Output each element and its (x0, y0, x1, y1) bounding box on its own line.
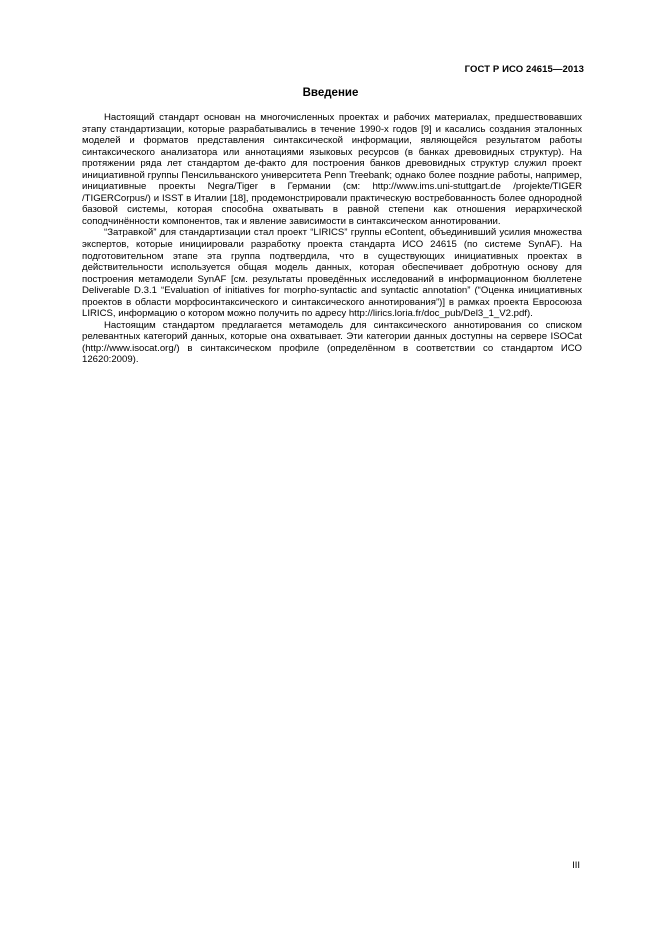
paragraph-1: Настоящий стандарт основан на многочисленных проектах и рабочих материалах, предшествовавших этапу стандартизации, которые разрабатывались в течение 1990-х годов [9] и касались создания эталонных моделей и форматов представления синтаксической информации, являющейся результатом работы синтаксического анализатора или аннотациями языковых ресурсов (в банках древовидных структур). На протяжении ряда лет стандартом де-факто для построения банков древовидных структур служил проект инициативной группы Пенсильванского университета Penn Treebank; однако более поздние работы, например, инициативные проекты Negra/Tiger в Германии (см: http://www.ims.uni-stuttgart.de /projekte/TIGER /TIGERCorpus/) и ISST в Италии [18], продемонстрировали практическую востребованность более однородной базовой системы, которая способна охватывать в равной степени как отношения иерархической соподчинённости компонентов, так и явление зависимости в синтаксическом аннотировании. (82, 112, 582, 227)
standard-code-header: ГОСТ Р ИСО 24615—2013 (464, 64, 584, 75)
introduction-body (82, 112, 582, 366)
section-title: Введение (302, 87, 359, 99)
page-number: III (572, 860, 580, 871)
paragraph-3: Настоящим стандартом предлагается метамодель для синтаксического аннотирования со списком релевантных категорий данных, которые она охватывает. Эти категории данных доступны на сервере ISOCat (http://www.isocat.org/) в синтаксическом профиле (определённом в соответствии со стандартом ИСО 12620:2009). (82, 319, 582, 366)
paragraph-2: “Затравкой” для стандартизации стал проект “LIRICS” группы eContent, объединивший усилия множества экспертов, которые инициировали разработку проекта стандарта ИСО 24615 (по системе SynAF). На подготовительном этапе эта группа подтвердила, что в существующих инициативных проектах в действительности используется общая модель данных, которая обеспечивает добротную основу для построения метамодели SynAF [см. результаты проведённых исследований в информационном бюллетене Deliverable D.3.1 “Evaluation of initiatives for morpho-syntactic and syntactic annotation” (“Оценка инициативных проектов в области морфосинтаксического и синтаксического аннотирования”)] в рамках проекта Евросоюза LIRICS, информацию о котором можно получить по адресу http://lirics.loria.fr/doc_pub/Del3_1_V2.pdf). (82, 227, 582, 320)
